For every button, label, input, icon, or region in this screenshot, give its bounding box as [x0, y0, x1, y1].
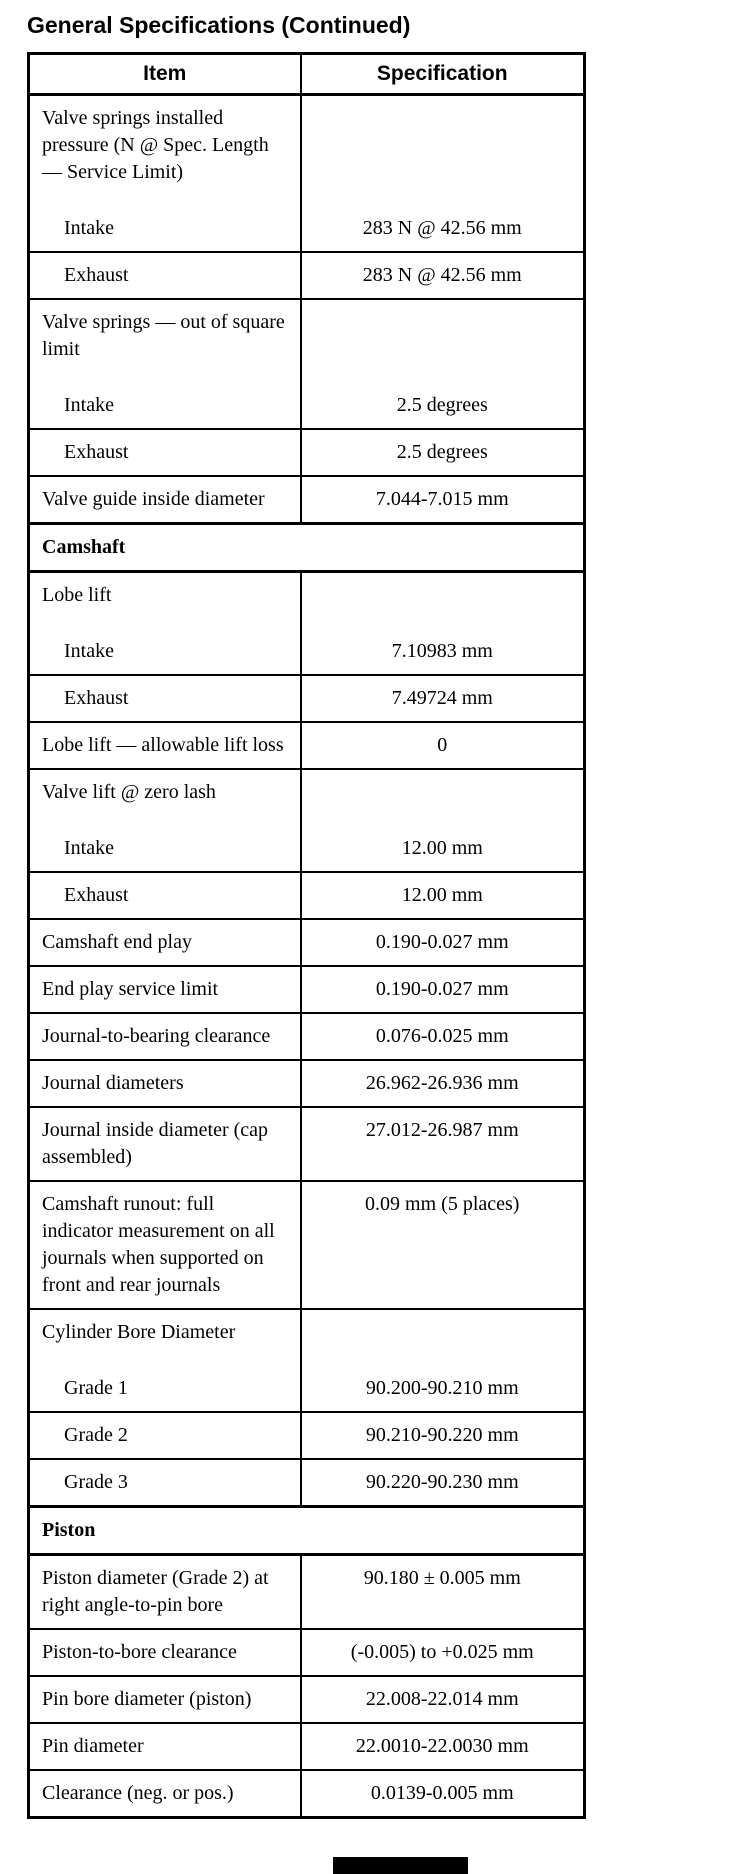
table-row: [29, 1723, 585, 1770]
spec-cell: 0.09 mm (5 places): [301, 1181, 585, 1309]
spec-cell: 22.008-22.014 mm: [301, 1676, 585, 1723]
page-title: General Specifications (Continued): [27, 12, 411, 38]
item-cell: Lobe lift — allowable lift loss: [29, 722, 301, 769]
item-cell: Valve springs — out of square limit: [29, 299, 301, 383]
item-cell: Journal inside diameter (cap assembled): [29, 1107, 301, 1181]
section-row: [29, 1507, 585, 1555]
spec-cell: 27.012-26.987 mm: [301, 1107, 585, 1181]
item-cell: Intake: [29, 383, 301, 429]
table-row: [29, 1555, 585, 1630]
spec-cell: 12.00 mm: [301, 826, 585, 872]
column-header-item: Item: [29, 54, 301, 95]
item-cell: Pin diameter: [29, 1723, 301, 1770]
item-cell: Clearance (neg. or pos.): [29, 1770, 301, 1818]
table-row: [29, 206, 585, 252]
table-row: [29, 722, 585, 769]
item-cell: Grade 1: [29, 1366, 301, 1412]
item-cell: Intake: [29, 206, 301, 252]
spec-cell: 0.190-0.027 mm: [301, 919, 585, 966]
spec-cell: 90.210-90.220 mm: [301, 1412, 585, 1459]
item-cell: Exhaust: [29, 252, 301, 299]
item-cell: Valve guide inside diameter: [29, 476, 301, 524]
item-cell: Camshaft end play: [29, 919, 301, 966]
item-cell: Intake: [29, 629, 301, 675]
spec-cell: 7.044-7.015 mm: [301, 476, 585, 524]
table-row: [29, 572, 585, 630]
spec-cell: 0.0139-0.005 mm: [301, 1770, 585, 1818]
table-row: [29, 1676, 585, 1723]
spec-cell: 90.180 ± 0.005 mm: [301, 1555, 585, 1630]
spec-cell: 0.190-0.027 mm: [301, 966, 585, 1013]
table-row: [29, 826, 585, 872]
item-cell: Pin bore diameter (piston): [29, 1676, 301, 1723]
item-cell: Valve springs installed pressure (N @ Spec. Length — Service Limit): [29, 95, 301, 207]
spec-cell: 12.00 mm: [301, 872, 585, 919]
spec-table-body: [29, 95, 585, 1818]
item-cell: Valve lift @ zero lash: [29, 769, 301, 826]
manual-page: [0, 12, 736, 1874]
section-label: Camshaft: [29, 524, 585, 572]
table-row: [29, 919, 585, 966]
spec-cell: 22.0010-22.0030 mm: [301, 1723, 585, 1770]
table-row: [29, 299, 585, 383]
item-cell: Journal diameters: [29, 1060, 301, 1107]
item-cell: Exhaust: [29, 675, 301, 722]
table-row: [29, 429, 585, 476]
header-row: [29, 54, 585, 95]
table-row: [29, 1181, 585, 1309]
spec-cell: 90.220-90.230 mm: [301, 1459, 585, 1507]
table-row: [29, 252, 585, 299]
table-row: [29, 1366, 585, 1412]
table-row: [29, 769, 585, 826]
item-cell: Grade 3: [29, 1459, 301, 1507]
table-row: [29, 1770, 585, 1818]
spec-cell: 0.076-0.025 mm: [301, 1013, 585, 1060]
spec-cell: 26.962-26.936 mm: [301, 1060, 585, 1107]
item-cell: Exhaust: [29, 429, 301, 476]
table-row: [29, 1107, 585, 1181]
spec-cell: 283 N @ 42.56 mm: [301, 206, 585, 252]
general-specifications-table: [27, 52, 586, 1819]
spec-cell: 90.200-90.210 mm: [301, 1366, 585, 1412]
table-row: [29, 1459, 585, 1507]
table-row: [29, 1060, 585, 1107]
item-cell: End play service limit: [29, 966, 301, 1013]
item-cell: Cylinder Bore Diameter: [29, 1309, 301, 1366]
column-header-specification: Specification: [301, 54, 585, 95]
item-cell: Journal-to-bearing clearance: [29, 1013, 301, 1060]
spec-cell: [301, 299, 585, 383]
item-cell: Grade 2: [29, 1412, 301, 1459]
item-cell: Camshaft runout: full indicator measurement on all journals when supported on front and rear journals: [29, 1181, 301, 1309]
spec-cell: 2.5 degrees: [301, 383, 585, 429]
table-row: [29, 872, 585, 919]
item-cell: Piston diameter (Grade 2) at right angle-to-pin bore: [29, 1555, 301, 1630]
spec-cell: 2.5 degrees: [301, 429, 585, 476]
table-row: [29, 95, 585, 207]
table-row: [29, 675, 585, 722]
section-label: Piston: [29, 1507, 585, 1555]
spec-cell: [301, 572, 585, 630]
table-row: [29, 966, 585, 1013]
spec-cell: 283 N @ 42.56 mm: [301, 252, 585, 299]
spec-cell: 7.49724 mm: [301, 675, 585, 722]
spec-cell: 0: [301, 722, 585, 769]
table-row: [29, 383, 585, 429]
page-cutoff-artifact: [333, 1857, 468, 1874]
spec-cell: [301, 769, 585, 826]
table-row: [29, 1013, 585, 1060]
spec-cell: (-0.005) to +0.025 mm: [301, 1629, 585, 1676]
spec-cell: [301, 95, 585, 207]
table-row: [29, 1629, 585, 1676]
spec-cell: [301, 1309, 585, 1366]
item-cell: Piston-to-bore clearance: [29, 1629, 301, 1676]
section-row: [29, 524, 585, 572]
spec-cell: 7.10983 mm: [301, 629, 585, 675]
table-row: [29, 1309, 585, 1366]
item-cell: Intake: [29, 826, 301, 872]
item-cell: Lobe lift: [29, 572, 301, 630]
table-row: [29, 629, 585, 675]
item-cell: Exhaust: [29, 872, 301, 919]
table-row: [29, 476, 585, 524]
table-row: [29, 1412, 585, 1459]
